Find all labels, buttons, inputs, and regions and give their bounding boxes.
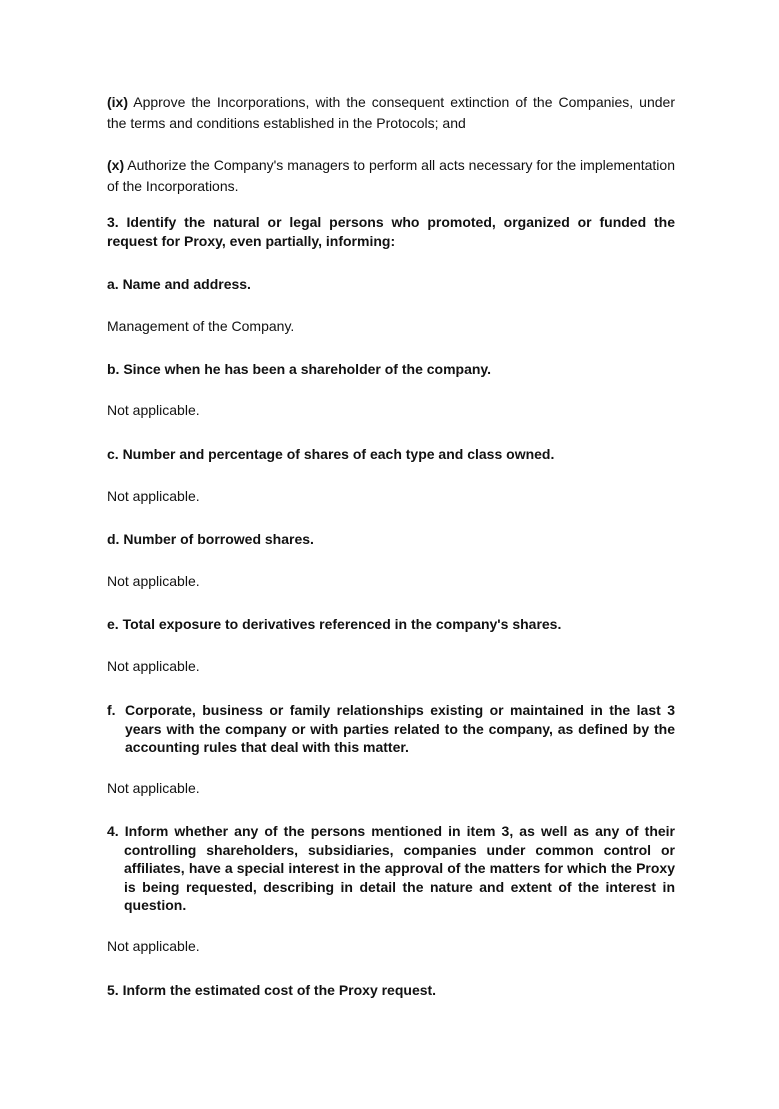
question-d: d. Number of borrowed shares. [107, 531, 314, 547]
question-5: 5. Inform the estimated cost of the Proxy request. [107, 982, 437, 998]
item-label: (ix) [107, 94, 128, 110]
item-label: f. [107, 702, 116, 718]
question-f [107, 701, 675, 757]
item-text: Approve the Incorporations, with the consequent extinction of the Companies, under the terms and conditions established in the Protocols; and [107, 94, 675, 131]
item-text: Authorize the Company's managers to perform all acts necessary for the implementation of the Incorporations. [107, 157, 675, 194]
question-4: 4. Inform whether any of the persons mentioned in item 3, as well as any of their controlling shareholders, subsidiaries, companies under common control or affiliates, have a special interest in the approval of the matters for which the Proxy is being requested, describing in detail the nature and extent of the interest in question. [107, 823, 675, 913]
item-text: Corporate, business or family relationships existing or maintained in the last 3 years with the company or with parties related to the company, as defined by the accounting rules that deal with this matter. [125, 702, 675, 755]
answer-b: Not applicable. [107, 402, 200, 418]
question-e: e. Total exposure to derivatives referenced in the company's shares. [107, 616, 562, 632]
answer-f: Not applicable. [107, 780, 200, 796]
question-b: b. Since when he has been a shareholder of the company. [107, 361, 492, 377]
question-c: c. Number and percentage of shares of each type and class owned. [107, 446, 555, 462]
question-a: a. Name and address. [107, 276, 251, 292]
answer-d: Not applicable. [107, 573, 200, 589]
answer-a: Management of the Company. [107, 318, 295, 334]
item-x [107, 155, 675, 197]
item-label: (x) [107, 157, 125, 173]
answer-c: Not applicable. [107, 488, 200, 504]
question-3: 3. Identify the natural or legal persons who promoted, organized or funded the request for Proxy, even partially, informing: [107, 214, 675, 249]
answer-4: Not applicable. [107, 938, 200, 954]
answer-e: Not applicable. [107, 658, 200, 674]
item-ix [107, 92, 675, 134]
